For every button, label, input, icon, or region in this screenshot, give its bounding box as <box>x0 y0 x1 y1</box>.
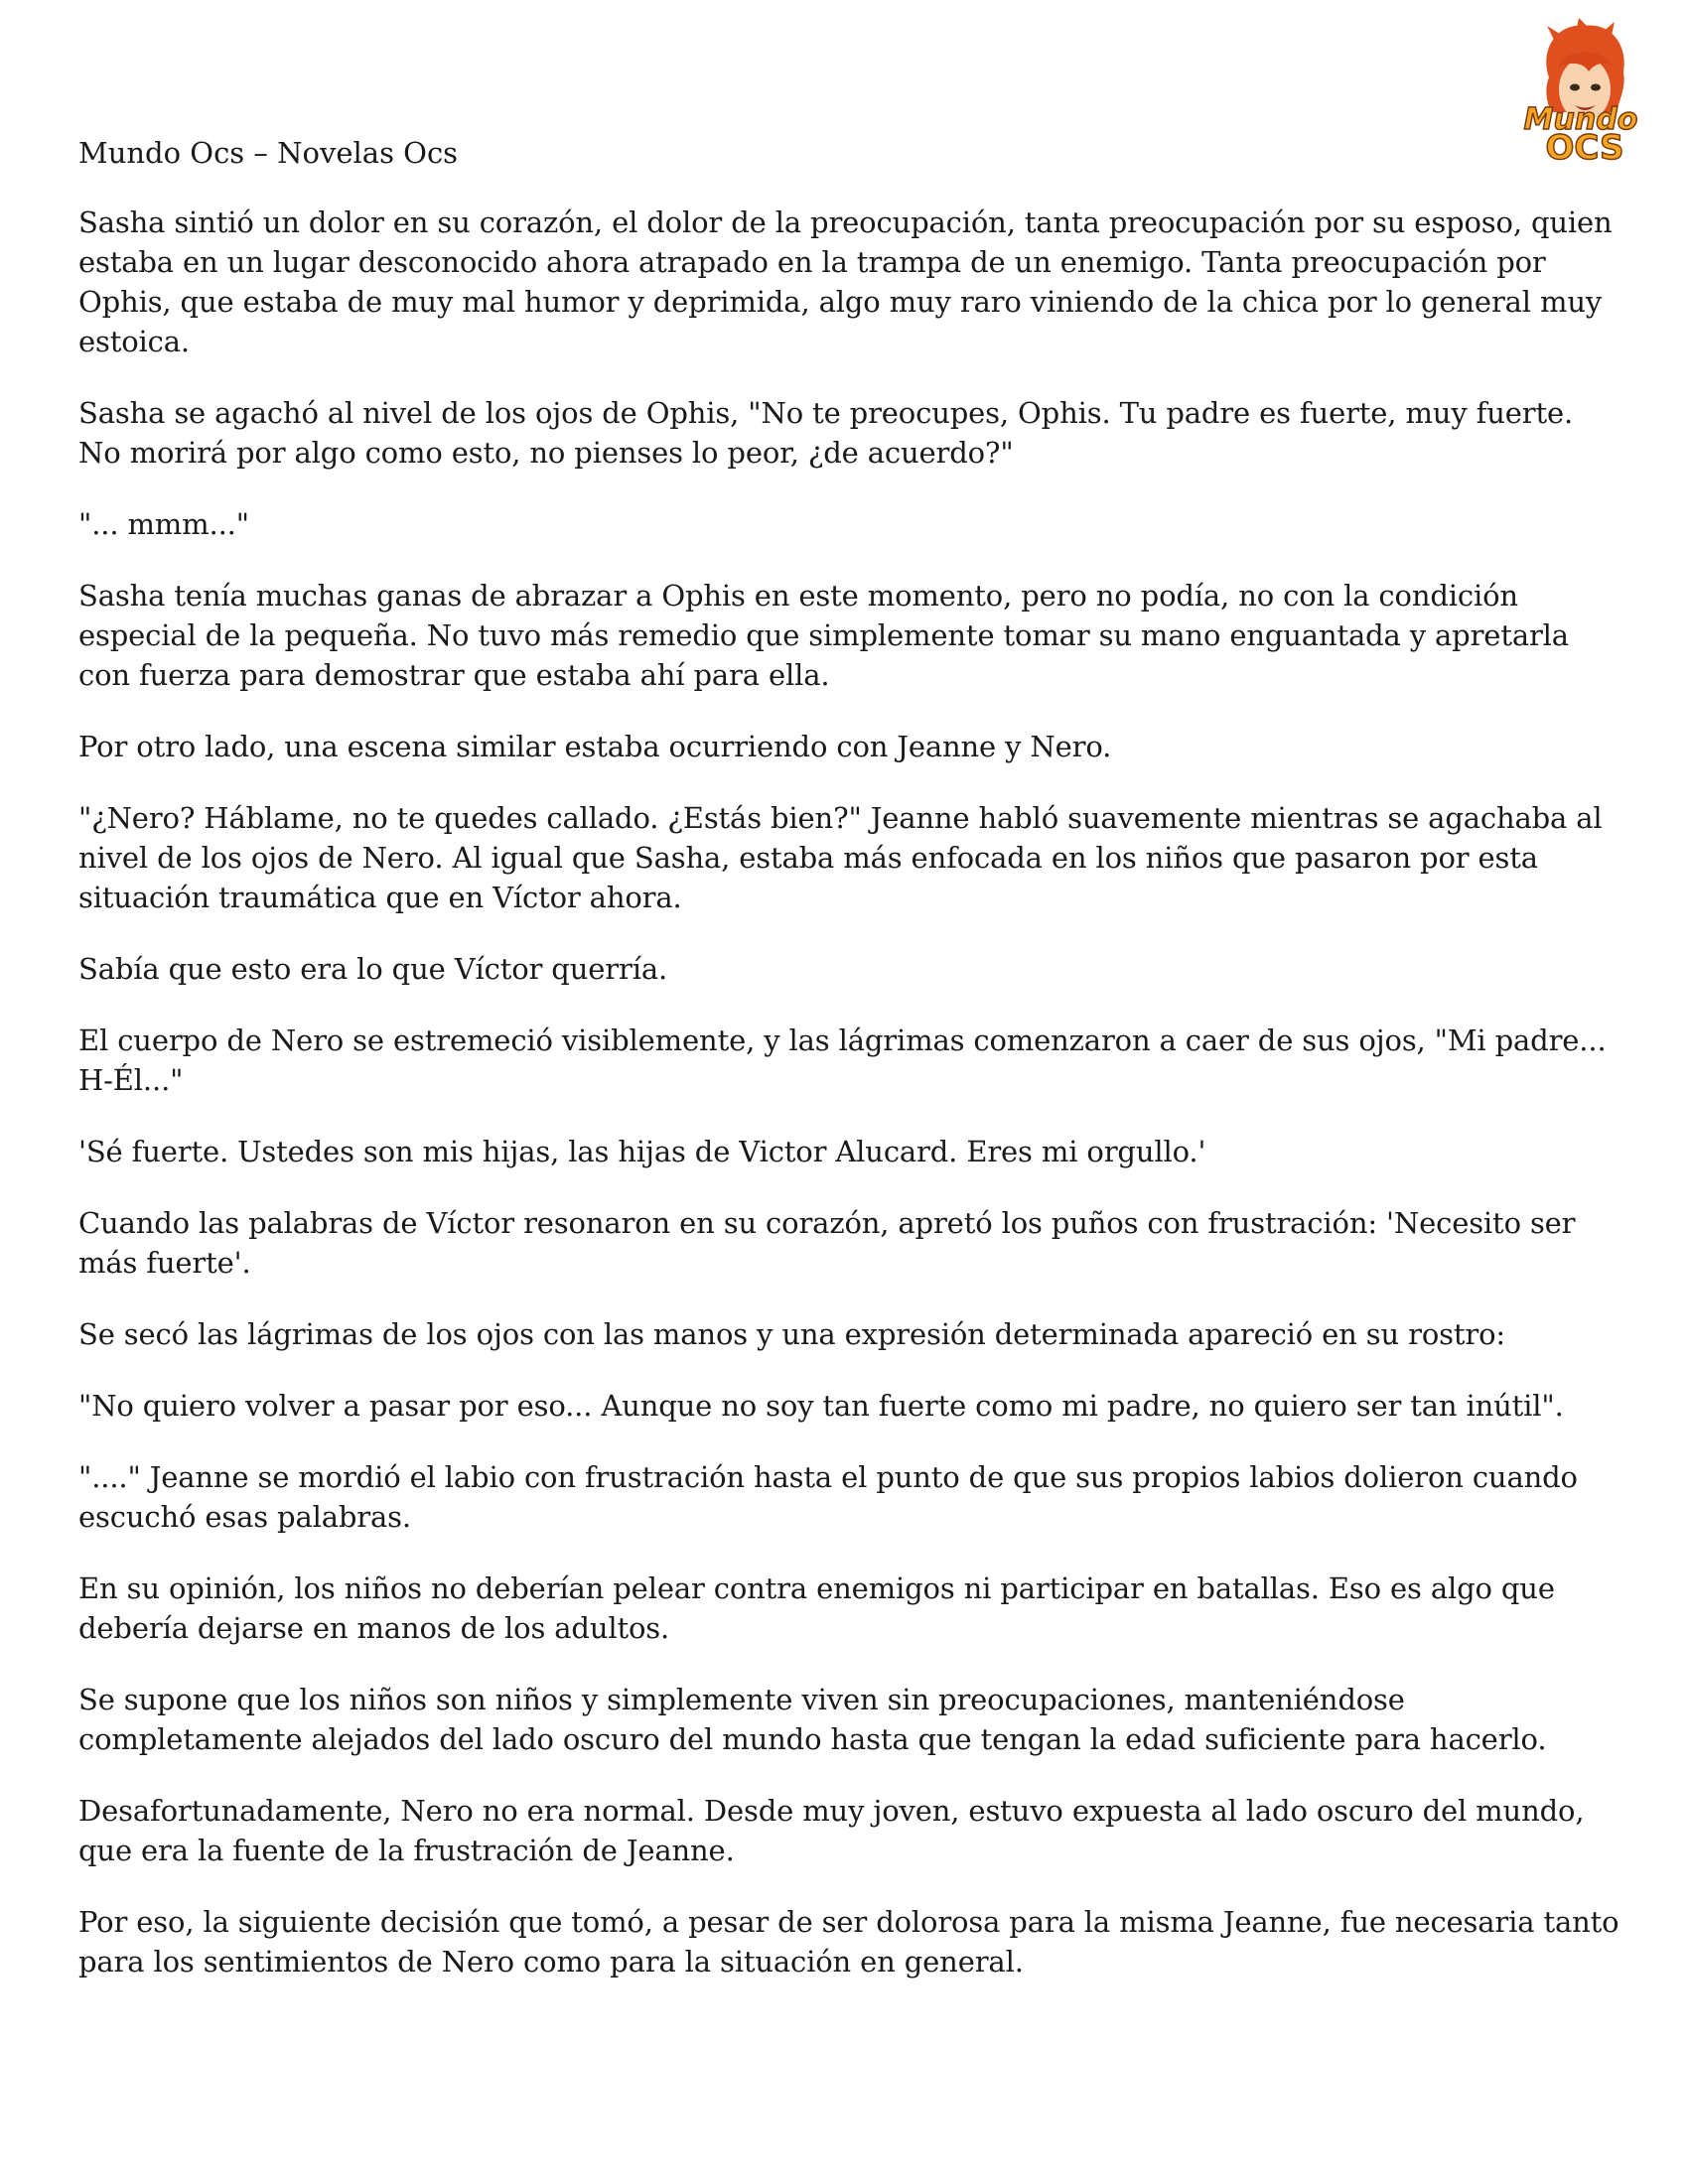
svg-text:OCS: OCS <box>1545 128 1624 168</box>
paragraph: "...." Jeanne se mordió el labio con frustración hasta el punto de que sus propios labios dolieron cuando escuchó esas palabras. <box>78 1460 1578 1534</box>
paragraph: 'Sé fuerte. Ustedes son mis hijas, las hijas de Victor Alucard. Eres mi orgullo.' <box>78 1135 1206 1168</box>
paragraph: Se supone que los niños son niños y simplemente viven sin preocupaciones, manteniéndose completamente alejados del lado oscuro del mundo hasta que tengan la edad suficiente para hacerlo. <box>78 1683 1547 1756</box>
header-title: Mundo Ocs – Novelas Ocs <box>78 136 459 170</box>
paragraph: Sasha se agachó al nivel de los ojos de Ophis, "No te preocupes, Ophis. Tu padre es fuerte, muy fuerte. No morirá por algo como esto, no pienses lo peor, ¿de acuerdo?" <box>78 396 1574 470</box>
paragraph: Desafortunadamente, Nero no era normal. Desde muy joven, estuvo expuesta al lado oscuro del mundo, que era la fuente de la frustración de Jeanne. <box>78 1794 1585 1867</box>
svg-text:Mundo: Mundo <box>1523 102 1638 137</box>
paragraph: "No quiero volver a pasar por eso... Aunque no soy tan fuerte como mi padre, no quiero ser tan inútil". <box>78 1389 1564 1423</box>
paragraph: Sasha sintió un dolor en su corazón, el dolor de la preocupación, tanta preocupación por su esposo, quien estaba en un lugar desconocido ahora atrapado en la trampa de un enemigo. Tanta preocupación por Ophis, que estaba de muy mal humor y deprimida, algo muy raro viniendo de la chica por lo general muy estoica. <box>78 205 1613 358</box>
paragraph: Por otro lado, una escena similar estaba ocurriendo con Jeanne y Nero. <box>78 730 1112 763</box>
paragraph: "¿Nero? Háblame, no te quedes callado. ¿Estás bien?" Jeanne habló suavemente mientras se agachaba al nivel de los ojos de Nero. Al igual que Sasha, estaba más enfocada en los niños que pasaron por esta situación traumática que en Víctor ahora. <box>78 801 1603 914</box>
mundo-ocs-logo <box>1499 18 1663 169</box>
paragraph: En su opinión, los niños no deberían pelear contra enemigos ni participar en batallas. Eso es algo que debería dejarse en manos de los adultos. <box>78 1571 1555 1645</box>
paragraph: Sasha tenía muchas ganas de abrazar a Ophis en este momento, pero no podía, no con la condición especial de la pequeña. No tuvo más remedio que simplemente tomar su mano enguantada y apretarla con fuerza para demostrar que estaba ahí para ella. <box>78 579 1569 692</box>
document-body <box>78 203 1622 2013</box>
paragraph: Cuando las palabras de Víctor resonaron en su corazón, apretó los puños con frustración: 'Necesito ser más fuerte'. <box>78 1206 1576 1280</box>
paragraph: Por eso, la siguiente decisión que tomó, a pesar de ser dolorosa para la misma Jeanne, fue necesaria tanto para los sentimientos de Nero como para la situación en general. <box>78 1905 1619 1979</box>
paragraph: El cuerpo de Nero se estremeció visiblemente, y las lágrimas comenzaron a caer de sus ojos, "Mi padre... H-Él..." <box>78 1024 1607 1097</box>
paragraph: Sabía que esto era lo que Víctor querría. <box>78 952 668 986</box>
paragraph: "... mmm..." <box>78 507 249 541</box>
paragraph: Se secó las lágrimas de los ojos con las manos y una expresión determinada apareció en su rostro: <box>78 1317 1506 1351</box>
